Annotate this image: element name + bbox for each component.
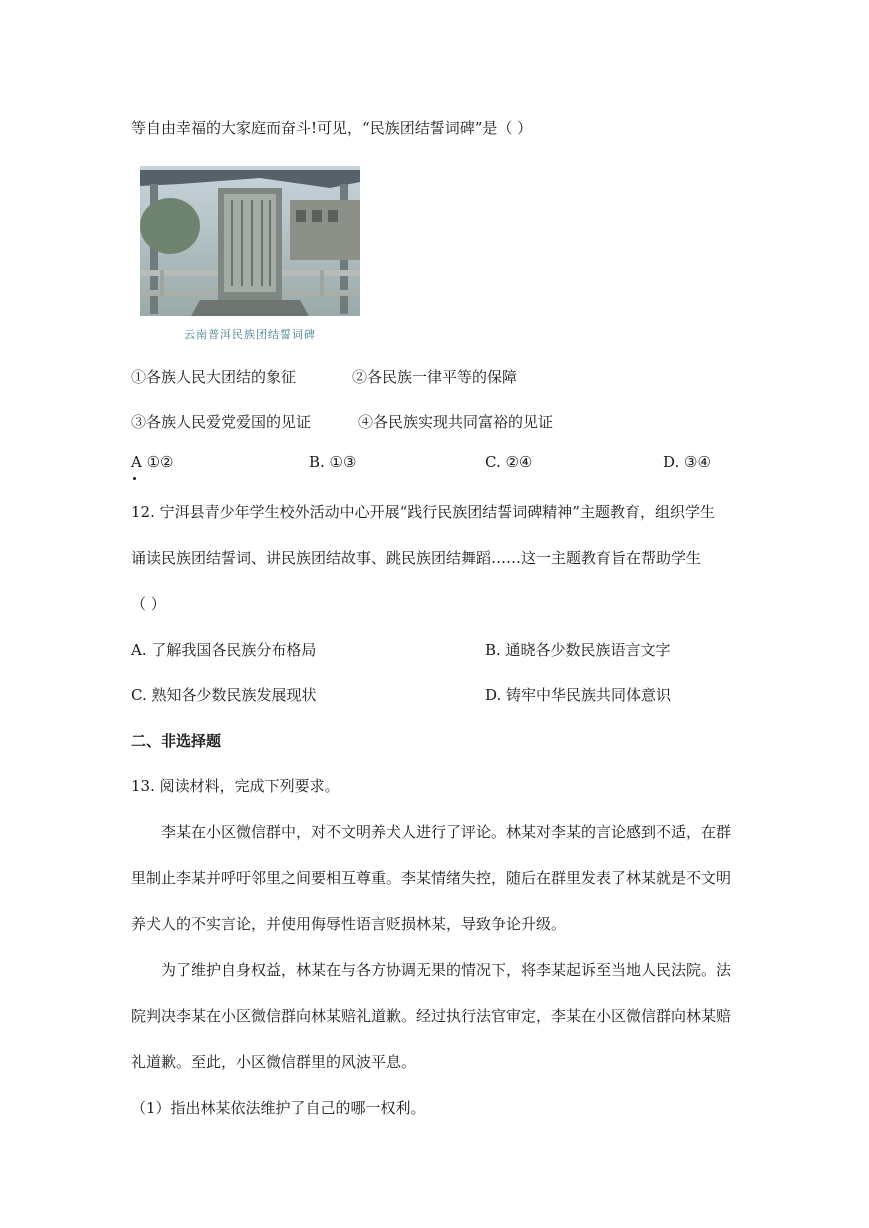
q13-material-p2-line-3: 礼道歉。至此，小区微信群里的风波平息。 — [131, 1053, 417, 1071]
statement-1: ①各族人民大团结的象征 — [131, 368, 297, 386]
q13-material-p1-line-2: 里制止李某并呼吁邻里之间要相互尊重。李某情绪失控，随后在群里发表了林某就是不文明 — [131, 869, 732, 887]
statement-4: ④各民族实现共同富裕的见证 — [358, 413, 554, 431]
q13-sub-question-1: （1）指出林某依法维护了自己的哪一权利。 — [131, 1099, 426, 1117]
q11-option-c: C. ②④ — [485, 453, 533, 471]
q11-stem-tail: 等自由幸福的大家庭而奋斗!可见，“民族团结誓词碑”是（ ） — [131, 119, 533, 137]
q12-option-b: B. 通晓各少数民族语言文字 — [485, 641, 671, 659]
q12-stem-line-1: 12. 宁洱县青少年学生校外活动中心开展“践行民族团结誓词碑精神”主题教育，组织学生 — [131, 503, 715, 521]
q12-option-d: D. 铸牢中华民族共同体意识 — [485, 686, 672, 704]
q12-option-c: C. 熟知各少数民族发展现状 — [131, 686, 317, 704]
q13-material-p2-line-1: 为了维护自身权益，林某在与各方协调无果的情况下，将李某起诉至当地人民法院。法 — [161, 961, 732, 979]
monument-photo-illustration — [140, 166, 360, 352]
q12-option-a: A. 了解我国各民族分布格局 — [131, 641, 317, 659]
option-dot-mark — [133, 477, 136, 480]
q13-material-p1-line-1: 李某在小区微信群中，对不文明养犬人进行了评论。林某对李某的言论感到不适，在群 — [161, 823, 732, 841]
statement-3: ③各族人民爱党爱国的见证 — [131, 413, 312, 431]
q11-option-a: A ①② — [131, 453, 174, 471]
monument-photo-caption: 云南普洱民族团结誓词碑 — [184, 328, 316, 341]
q12-stem-line-3: （ ） — [131, 595, 166, 613]
statement-2: ②各民族一律平等的保障 — [352, 368, 518, 386]
q12-stem-line-2: 诵读民族团结誓词、讲民族团结故事、跳民族团结舞蹈……这一主题教育旨在帮助学生 — [131, 549, 702, 567]
q11-option-b: B. ①③ — [309, 453, 357, 471]
q13-stem: 13. 阅读材料，完成下列要求。 — [131, 777, 340, 795]
q11-option-d: D. ③④ — [663, 453, 711, 471]
monument-photo — [140, 166, 360, 352]
q13-material-p1-line-3: 养犬人的不实言论，并使用侮辱性语言贬损林某，导致争论升级。 — [131, 915, 567, 933]
section-title: 二、非选择题 — [131, 732, 222, 750]
q13-material-p2-line-2: 院判决李某在小区微信群向林某赔礼道歉。经过执行法官审定，李某在小区微信群向林某赔 — [131, 1007, 732, 1025]
